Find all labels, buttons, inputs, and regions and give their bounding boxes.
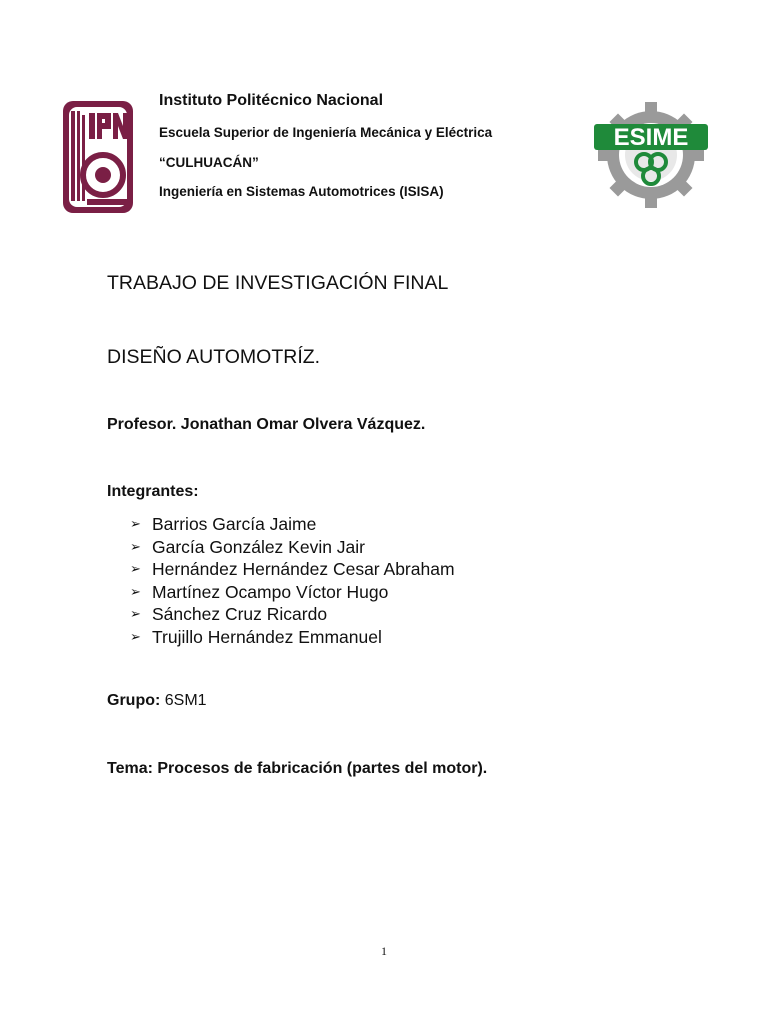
course-subject: DISEÑO AUTOMOTRÍZ. <box>107 346 321 368</box>
program-name: Ingeniería en Sistemas Automotrices (ISISA) <box>159 184 444 199</box>
arrow-bullet-icon: ➢ <box>130 516 141 531</box>
list-item <box>130 581 455 604</box>
list-item <box>130 626 455 649</box>
arrow-bullet-icon: ➢ <box>130 606 141 622</box>
esime-logo-text: ESIME <box>613 124 689 151</box>
ipn-logo-icon <box>57 95 139 219</box>
list-item <box>130 603 455 626</box>
member-name: Martínez Ocampo Víctor Hugo <box>152 581 389 602</box>
campus-name: “CULHUACÁN” <box>159 155 259 170</box>
member-name: Hernández Hernández Cesar Abraham <box>152 559 455 580</box>
member-name: Trujillo Hernández Emmanuel <box>152 626 382 647</box>
member-name: García González Kevin Jair <box>152 536 366 557</box>
arrow-bullet-icon: ➢ <box>130 561 141 577</box>
arrow-bullet-icon: ➢ <box>130 628 141 644</box>
list-item <box>130 558 455 581</box>
page-number: 1 <box>381 944 387 958</box>
institution-header <box>159 90 579 199</box>
institution-name: Instituto Politécnico Nacional <box>159 92 384 109</box>
list-item <box>130 536 455 559</box>
members-label: Integrantes: <box>107 483 199 500</box>
list-item <box>130 513 455 536</box>
school-name: Escuela Superior de Ingeniería Mecánica y Eléctrica <box>159 125 493 140</box>
topic-line: Tema: Procesos de fabricación (partes del motor). <box>107 760 488 777</box>
group-line <box>107 692 207 710</box>
professor-line: Profesor. Jonathan Omar Olvera Vázquez. <box>107 416 426 433</box>
document-title: TRABAJO DE INVESTIGACIÓN FINAL <box>107 272 449 294</box>
group-label: Grupo: <box>107 692 161 709</box>
member-name: Barrios García Jaime <box>152 514 317 534</box>
esime-logo-icon <box>592 100 710 210</box>
members-list <box>130 513 455 649</box>
arrow-bullet-icon: ➢ <box>130 538 141 554</box>
member-name: Sánchez Cruz Ricardo <box>152 604 328 625</box>
group-value: 6SM1 <box>164 692 207 709</box>
arrow-bullet-icon: ➢ <box>130 583 141 599</box>
